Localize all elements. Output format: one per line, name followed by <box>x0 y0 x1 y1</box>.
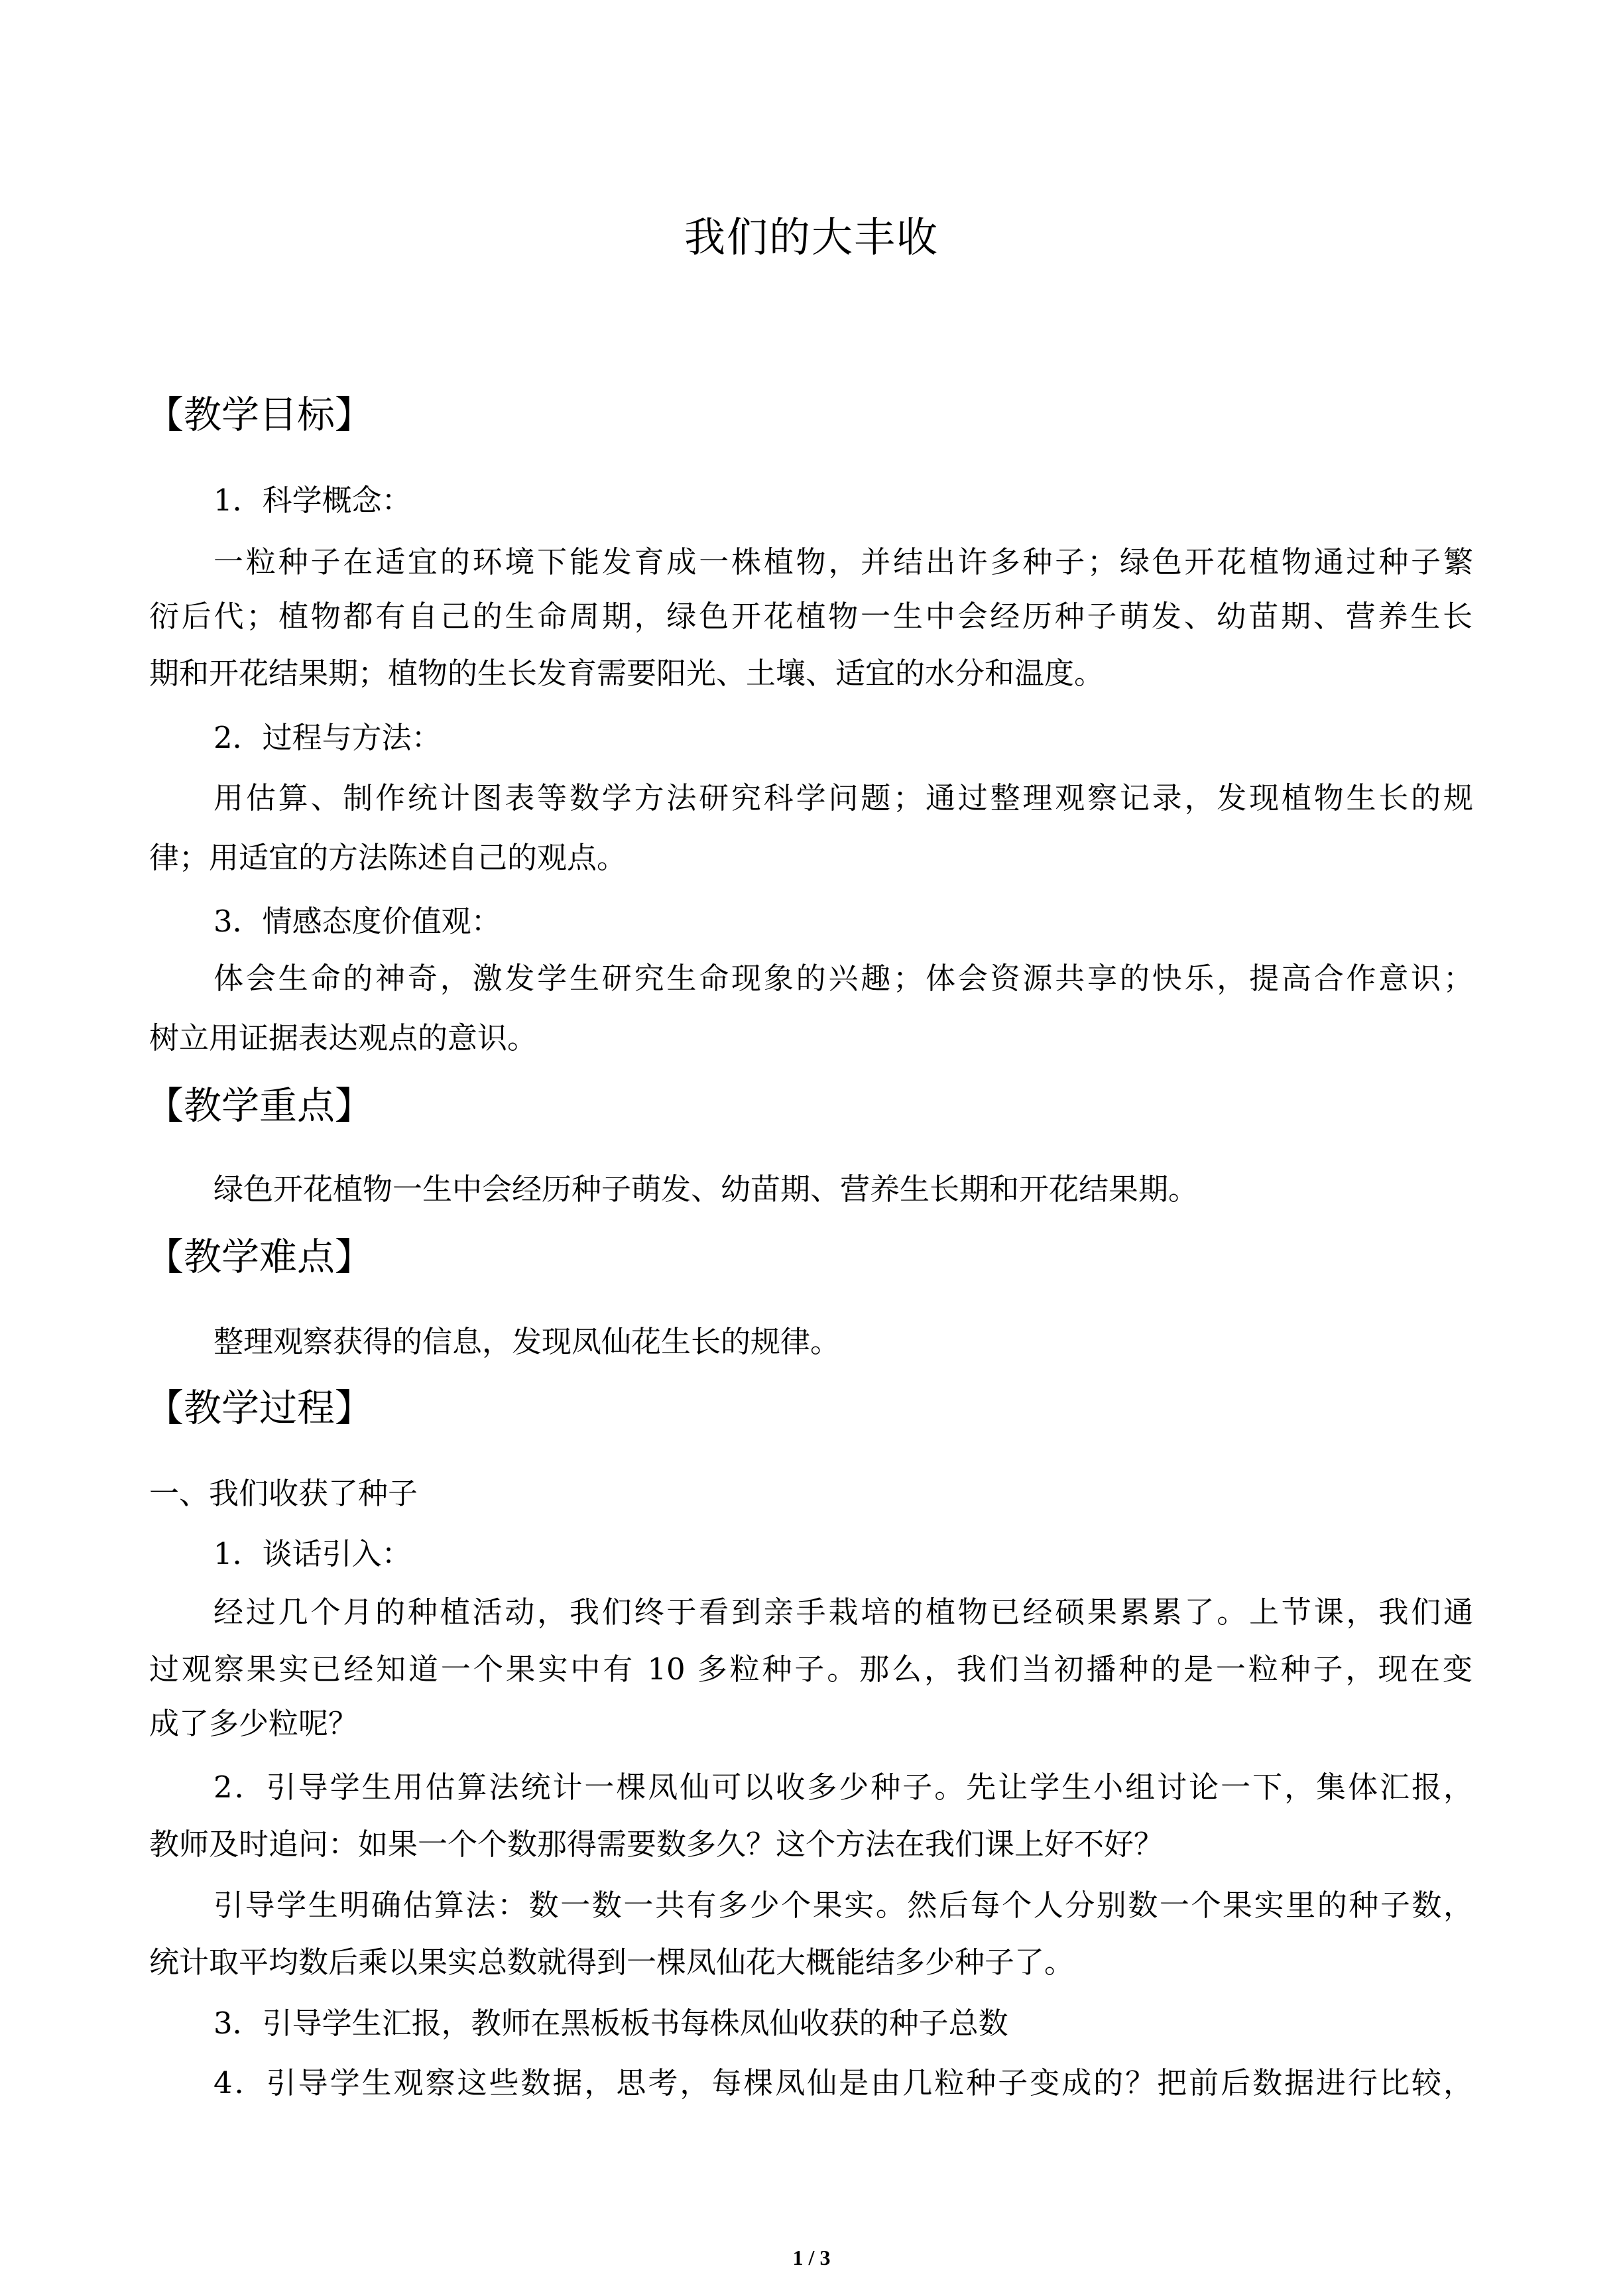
step-1-line-1: 经过几个月的种植活动，我们终于看到亲手栽培的植物已经硕果累累了。上节课，我们通 <box>213 1595 1473 1630</box>
objective-3-line-2: 树立用证据表达观点的意识。 <box>149 1020 538 1056</box>
heading-objectives: 【教学目标】 <box>146 393 373 437</box>
key-points-text: 绿色开花植物一生中会经历种子萌发、幼苗期、营养生长期和开花结果期。 <box>213 1172 1199 1207</box>
step-1-label: 1．谈话引入： <box>213 1536 412 1571</box>
step-1-line-2: 过观察果实已经知道一个果实中有 10 多粒种子。那么，我们当初播种的是一粒种子，现在变 <box>149 1652 1473 1687</box>
objective-3-label: 3．情感态度价值观： <box>213 904 501 939</box>
step-2-line-2: 教师及时追问：如果一个个数那得需要数多久？这个方法在我们课上好不好？ <box>149 1827 1164 1862</box>
page-number: 1 / 3 <box>792 2246 831 2269</box>
document-title: 我们的大丰收 <box>684 213 939 261</box>
heading-process: 【教学过程】 <box>146 1386 373 1430</box>
step-1-line-3: 成了多少粒呢？ <box>149 1706 359 1741</box>
objective-1-line-1: 一粒种子在适宜的环境下能发育成一株植物，并结出许多种子；绿色开花植物通过种子繁 <box>213 544 1473 579</box>
step-2b-line-2: 统计取平均数后乘以果实总数就得到一棵凤仙花大概能结多少种子了。 <box>149 1945 1075 1980</box>
heading-key-points: 【教学重点】 <box>146 1084 373 1128</box>
objective-2-line-2: 律；用适宜的方法陈述自己的观点。 <box>149 840 627 875</box>
objective-1-line-2: 衍后代；植物都有自己的生命周期，绿色开花植物一生中会经历种子萌发、幼苗期、营养生长 <box>149 599 1473 634</box>
difficulties-text: 整理观察获得的信息，发现凤仙花生长的规律。 <box>213 1324 841 1359</box>
step-2-line-1: 2．引导学生用估算法统计一棵凤仙可以收多少种子。先让学生小组讨论一下，集体汇报， <box>213 1770 1473 1805</box>
objective-2-label: 2．过程与方法： <box>213 720 442 755</box>
process-section-1: 一、我们收获了种子 <box>149 1476 418 1511</box>
objective-1-label: 1．科学概念： <box>213 483 412 518</box>
step-2b-line-1: 引导学生明确估算法：数一数一共有多少个果实。然后每个人分别数一个果实里的种子数， <box>213 1888 1473 1923</box>
step-4: 4．引导学生观察这些数据，思考，每棵凤仙是由几粒种子变成的？把前后数据进行比较， <box>213 2065 1473 2100</box>
objective-2-line-1: 用估算、制作统计图表等数学方法研究科学问题；通过整理观察记录，发现植物生长的规 <box>213 780 1473 816</box>
objective-1-line-3: 期和开花结果期；植物的生长发育需要阳光、土壤、适宜的水分和温度。 <box>149 656 1105 691</box>
step-3: 3．引导学生汇报，教师在黑板板书每株凤仙收获的种子总数 <box>213 2006 1008 2041</box>
objective-3-line-1: 体会生命的神奇，激发学生研究生命现象的兴趣；体会资源共享的快乐，提高合作意识； <box>213 961 1473 996</box>
heading-difficulties: 【教学难点】 <box>146 1235 373 1279</box>
